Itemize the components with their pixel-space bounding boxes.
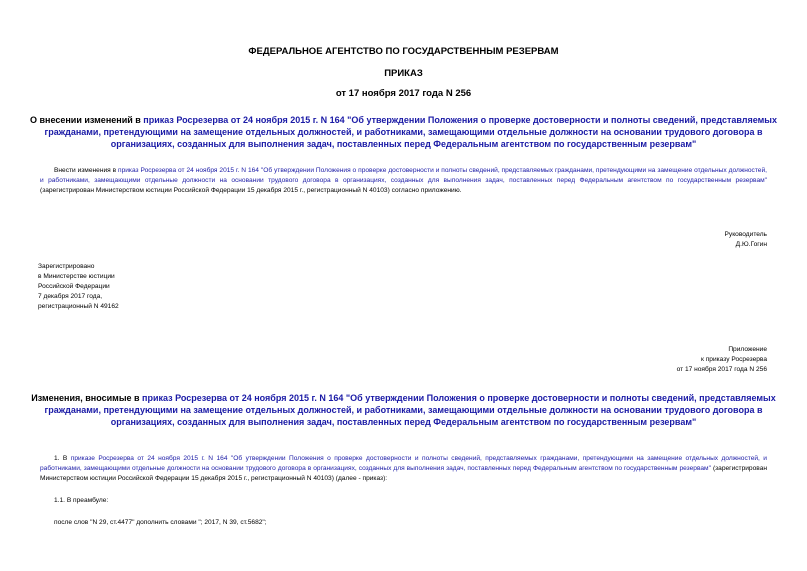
body-link[interactable]: приказ Росрезерва от 24 ноября 2015 г. N 164 "Об утверждении Положения о проверке достоверности и полноты сведений, представляемых гражданами, претендующими на замещение отдельных должностей, и работниками, замещающими отдельные должности на основании трудового договора в организациях, созданных для выполнения задач, поставленных перед Федеральным агентством по государственным резервам": [40, 167, 767, 184]
item-1-suffix: (зарегистрирован Министерством юстиции Российской Федерации 15 декабря 2015 г., регистрационный N 40103) (далее - приказ):: [40, 465, 767, 482]
order-title-prefix: О внесении изменений в: [30, 115, 144, 125]
item-1-1: 1.1. В преамбуле:: [54, 497, 109, 504]
registration-line: в Министерстве юстиции: [38, 273, 115, 280]
order-date: от 17 ноября 2017 года N 256: [335, 88, 472, 99]
appendix-line: от 17 ноября 2017 года N 256: [676, 366, 767, 373]
doc-type-heading: ПРИКАЗ: [384, 68, 423, 79]
agency-heading: ФЕДЕРАЛЬНОЕ АГЕНТСТВО ПО ГОСУДАРСТВЕННЫМ РЕЗЕРВАМ: [248, 46, 559, 57]
order-title: [30, 114, 777, 150]
registration-line: Российской Федерации: [38, 283, 110, 290]
changes-title-link[interactable]: приказ Росрезерва от 24 ноября 2015 г. N 164 "Об утверждении Положения о проверке достоверности и полноты сведений, представляемых гражданами, претендующими на замещение отдельных должностей, и работниками, замещающими отдельные должности на основании трудового договора в организациях, созданных для выполнения задач, поставленных перед Федеральным агентством по государственным резервам": [44, 393, 776, 427]
appendix-block: [677, 345, 767, 375]
body-suffix: (зарегистрирован Министерством юстиции Российской Федерации 15 декабря 2015 г., регистрационный N 40103) согласно приложению.: [40, 187, 462, 194]
registration-block: [38, 262, 119, 312]
appendix-line: к приказу Росрезерва: [701, 356, 767, 363]
registration-line: 7 декабря 2017 года,: [38, 293, 103, 300]
body-prefix: Внести изменения в: [54, 167, 119, 174]
signature-position: Руководитель: [724, 231, 767, 238]
signature-block: [725, 230, 767, 250]
item-1-1-text: после слов "N 29, ст.4477" дополнить словами "; 2017, N 39, ст.5682";: [54, 519, 267, 526]
changes-title-prefix: Изменения, вносимые в: [31, 393, 143, 403]
item-1-paragraph: [40, 454, 767, 484]
item-1-link[interactable]: приказе Росрезерва от 24 ноября 2015 г. N 164 "Об утверждении Положения о проверке достоверности и полноты сведений, представляемых гражданами, претендующими на замещение отдельных должностей, и работниками, замещающими отдельные должности на основании трудового договора в организациях, созданных для выполнения задач, поставленных перед Федеральным агентством по государственным резервам": [40, 455, 767, 472]
order-title-link[interactable]: приказ Росрезерва от 24 ноября 2015 г. N 164 "Об утверждении Положения о проверке достоверности и полноты сведений, представляемых гражданами, претендующими на замещение отдельных должностей, и работниками, замещающими отдельные должности на основании трудового договора в организациях, созданных для выполнения задач, поставленных перед Федеральным агентством по государственным резервам": [44, 115, 777, 149]
appendix-line: Приложение: [728, 346, 767, 353]
registration-line: Зарегистрировано: [38, 263, 95, 270]
changes-title: [30, 392, 777, 428]
registration-line: регистрационный N 49162: [38, 303, 119, 310]
order-body-paragraph: [40, 166, 767, 196]
signature-name: Д.Ю.Гогин: [735, 241, 767, 248]
item-1-prefix: 1. В: [54, 455, 71, 462]
